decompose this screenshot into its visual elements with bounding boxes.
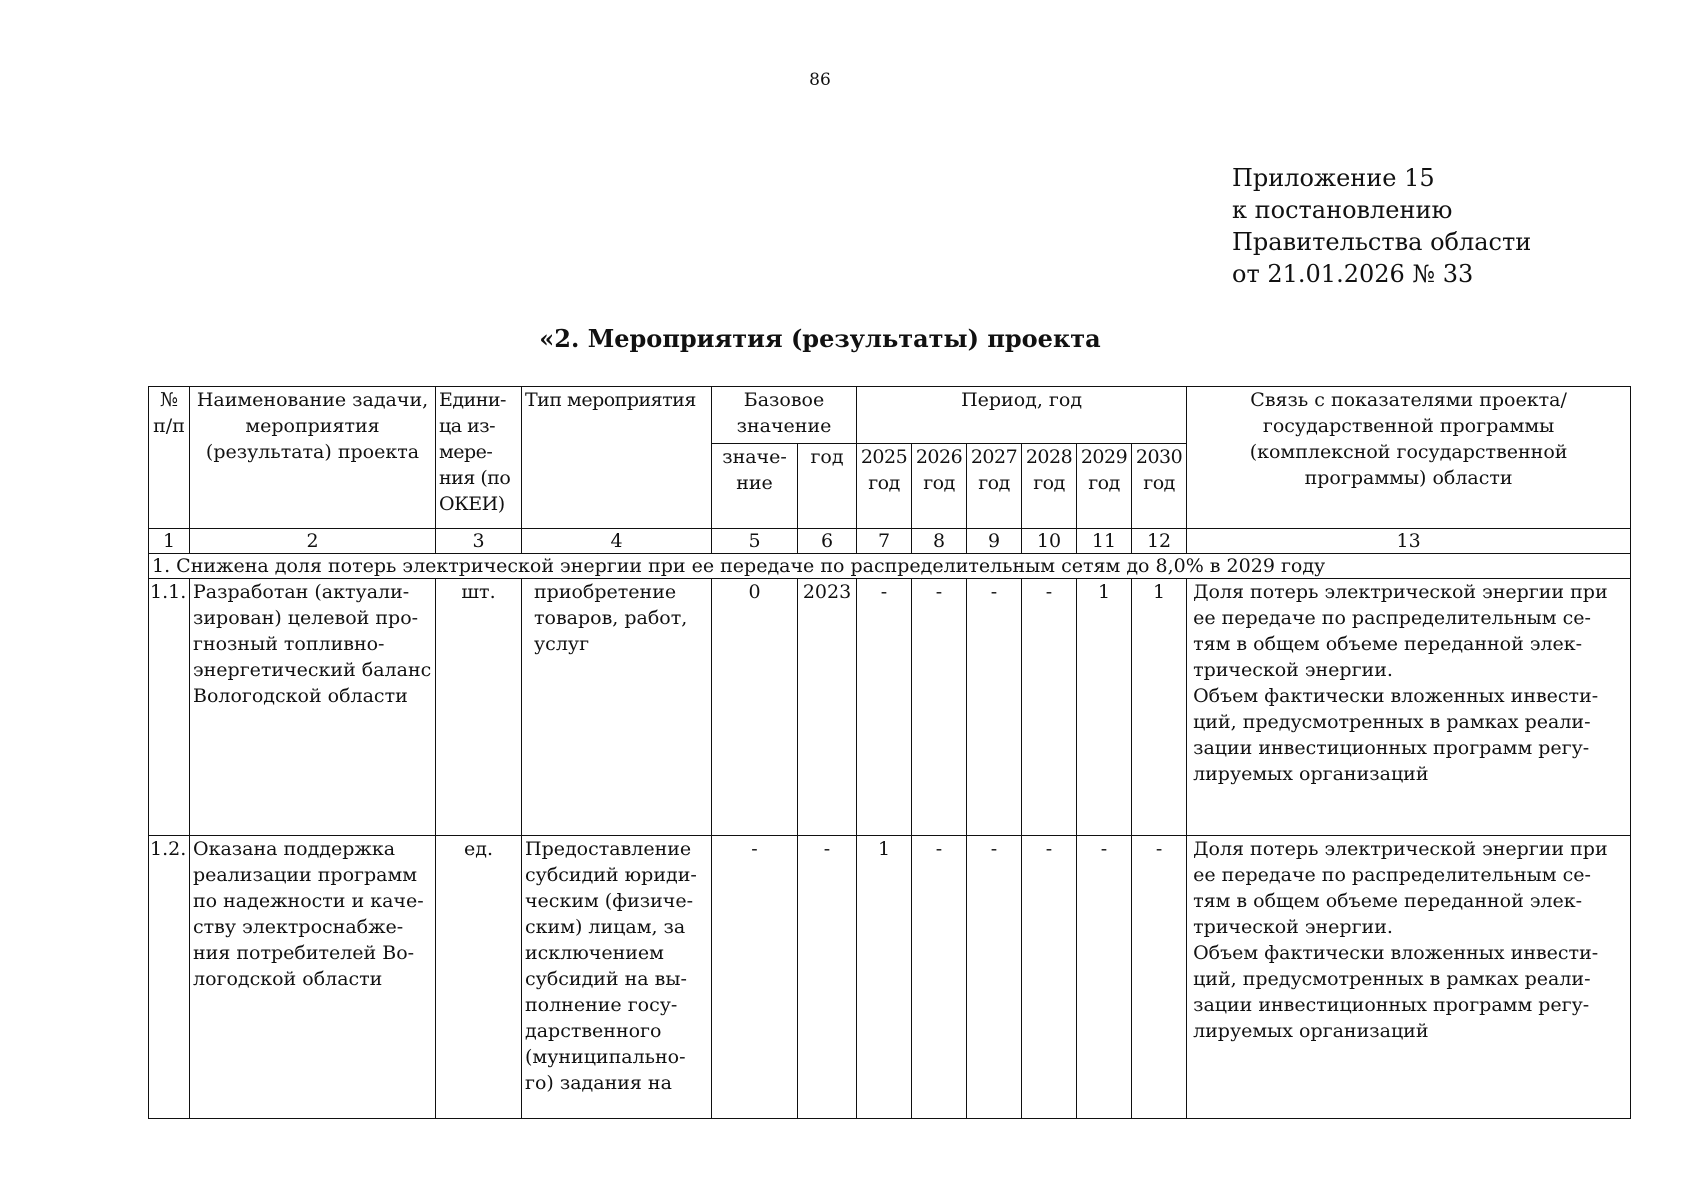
document-title: «2. Мероприятия (результаты) проекта [539,324,1101,353]
column-number: 3 [436,529,522,554]
appendix-line: к постановлению [1232,196,1453,224]
header-year: 2026 год [912,444,967,529]
row-year-value: - [1132,836,1187,1119]
row-year-value: - [967,836,1022,1119]
header-year: 2028 год [1022,444,1077,529]
column-number: 2 [190,529,436,554]
row-year-value: - [1077,836,1132,1119]
column-number: 12 [1132,529,1187,554]
header-year: 2029 год [1077,444,1132,529]
activities-table [148,386,1631,1119]
row-name: Разработан (актуали-зирован) целевой про-гнозный топливно-энергетический баланс Вологодской области [190,579,436,836]
header-row [149,387,1631,444]
column-number: 7 [857,529,912,554]
row-num: 1.1. [149,579,190,836]
row-base-value: 0 [712,579,798,836]
row-link [1187,836,1631,1119]
row-year-value: - [1022,579,1077,836]
header-base-year: год [798,444,857,529]
header-unit: Едини-ца из-мере-ния (по ОКЕИ) [436,387,522,529]
row-base-year: - [798,836,857,1119]
row-year-value: 1 [857,836,912,1119]
row-type: приобретение товаров, работ, услуг [522,579,712,836]
section-row [149,554,1631,579]
appendix-block [1232,162,1531,290]
table-row [149,579,1631,836]
row-year-value: - [912,836,967,1119]
column-number: 11 [1077,529,1132,554]
row-year-value: - [1022,836,1077,1119]
row-year-value: 1 [1132,579,1187,836]
header-link: Связь с показателями проекта/государственной программы (комплексной государственной программы) области [1187,387,1631,529]
column-number: 6 [798,529,857,554]
column-number: 5 [712,529,798,554]
header-year: 2025 год [857,444,912,529]
row-base-value: - [712,836,798,1119]
table-row [149,836,1631,1119]
section-title: 1. Снижена доля потерь электрической энергии при ее передаче по распределительным сетям до 8,0% в 2029 году [149,554,1631,579]
row-unit: ед. [436,836,522,1119]
row-name: Оказана поддержка реализации программ по надежности и каче-ству электроснабже-ния потребителей Во-логодской области [190,836,436,1119]
row-year-value: - [857,579,912,836]
appendix-line: от 21.01.2026 № 33 [1232,260,1474,288]
header-base: Базовое значение [712,387,857,444]
header-year: 2027 год [967,444,1022,529]
row-link-paragraph: Объем фактически вложенных инвести-ций, предусмотренных в рамках реали-зации инвестиционных программ регу-лируемых организаций [1193,942,1599,1042]
row-base-year: 2023 [798,579,857,836]
column-number: 9 [967,529,1022,554]
header-name: Наименование задачи, мероприятия (результата) проекта [190,387,436,529]
row-year-value: 1 [1077,579,1132,836]
row-num: 1.2. [149,836,190,1119]
row-link-paragraph: Объем фактически вложенных инвести-ций, предусмотренных в рамках реали-зации инвестиционных программ регу-лируемых организаций [1193,685,1599,785]
column-number: 8 [912,529,967,554]
column-number: 1 [149,529,190,554]
header-base-value: значе-ние [712,444,798,529]
column-number: 13 [1187,529,1631,554]
page-number: 86 [809,70,831,90]
row-link-paragraph: Доля потерь электрической энергии при ее передаче по распределительным се-тям в общем объеме переданной элек-трической энергии. [1193,581,1608,681]
header-num: № п/п [149,387,190,529]
column-number-row [149,529,1631,554]
header-period: Период, год [857,387,1187,444]
appendix-line: Приложение 15 [1232,164,1435,192]
row-year-value: - [912,579,967,836]
header-year: 2030 год [1132,444,1187,529]
row-type: Предоставление субсидий юриди-ческим (физиче-ским) лицам, за исключением субсидий на вы-полнение госу-дарственного (муниципально-го) задания на [522,836,712,1119]
column-number: 4 [522,529,712,554]
row-year-value: - [967,579,1022,836]
row-unit: шт. [436,579,522,836]
header-type: Тип мероприятия [522,387,712,529]
row-link-paragraph: Доля потерь электрической энергии при ее передаче по распределительным се-тям в общем объеме переданной элек-трической энергии. [1193,838,1608,938]
column-number: 10 [1022,529,1077,554]
appendix-line: Правительства области [1232,228,1532,256]
row-link [1187,579,1631,836]
